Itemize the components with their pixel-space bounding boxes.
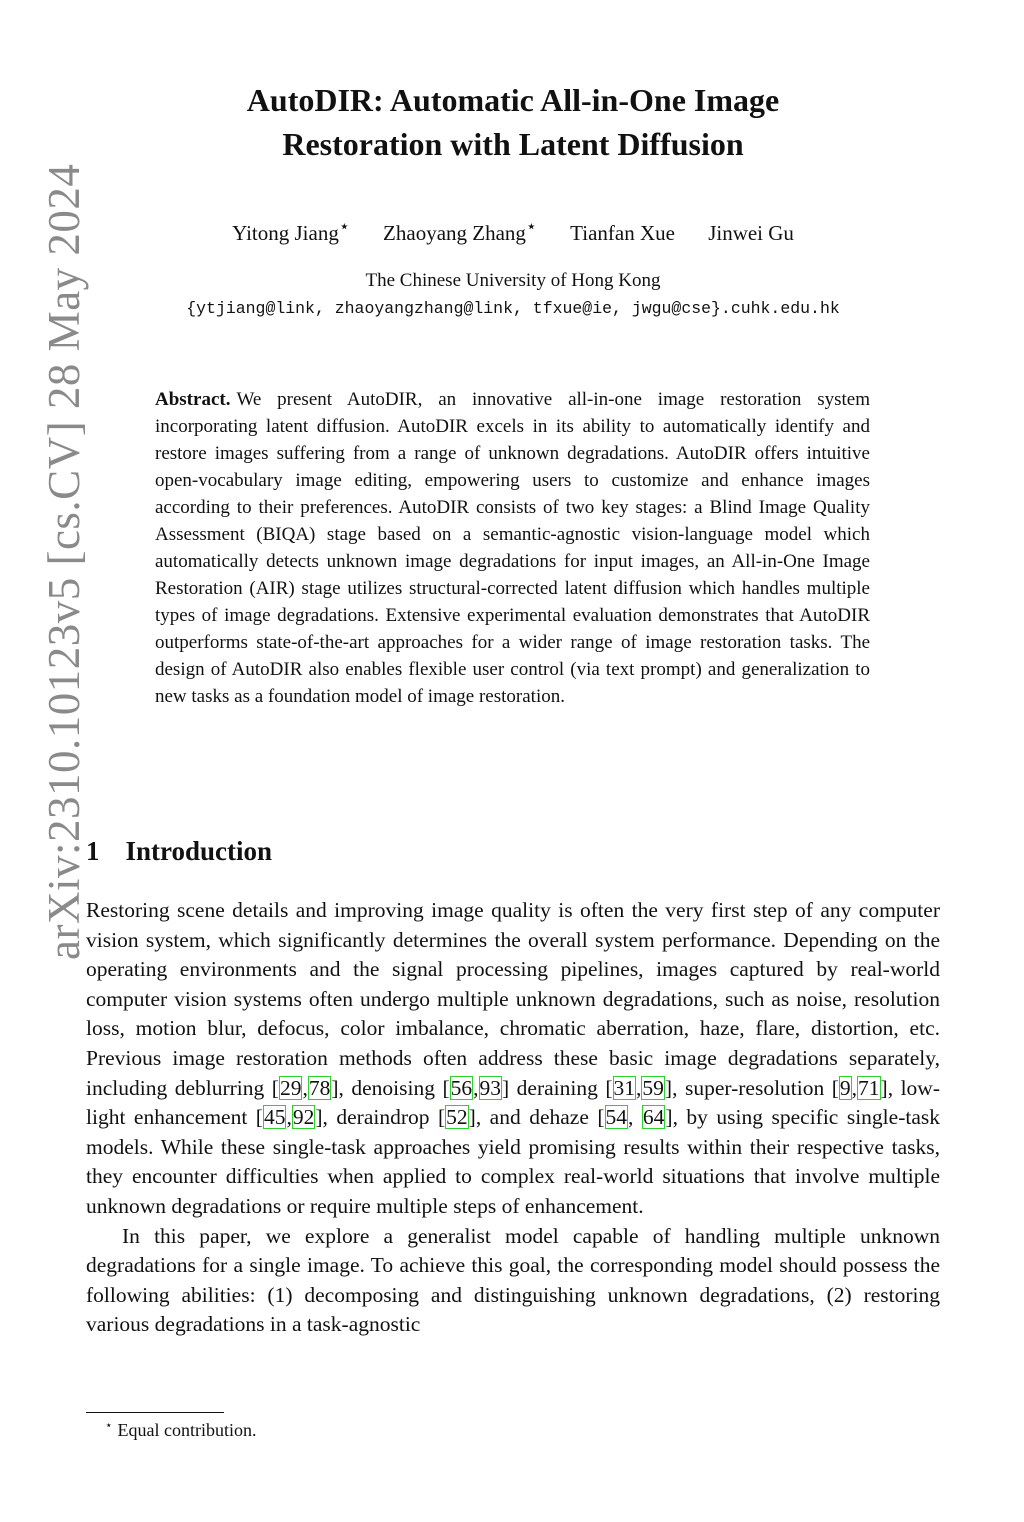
paper-title — [120, 78, 906, 166]
paragraph: In this paper, we explore a generalist model capable of handling multiple unknown degradations for a single image. To achieve this goal, the corresponding model should possess the following abilities: (1) decomposing and distinguishing unknown degradations, (2) restoring various degradations in a task-agnostic — [86, 1223, 940, 1337]
author-list — [120, 216, 906, 246]
abstract-label: Abstract. — [155, 389, 231, 410]
citation-link[interactable]: 64 — [642, 1105, 665, 1130]
title-line-2: Restoration with Latent Diffusion — [282, 126, 744, 162]
introduction-body — [86, 896, 940, 1340]
footnote — [105, 1418, 257, 1441]
abstract-text: We present AutoDIR, an innovative all-in-one image restoration system incorporating latent diffusion. AutoDIR excels in its ability to automatically identify and restore images suffering from a range of unknown degradations. AutoDIR offers intuitive open-vocabulary image editing, empowering users to customize and enhance images according to their preferences. AutoDIR consists of two key stages: a Blind Image Quality Assessment (BIQA) stage based on a semantic-agnostic vision-language model which automatically detects unknown image degradations for input images, an All-in-One Image Restoration (AIR) stage utilizes structural-corrected latent diffusion which handles multiple types of image degradations. Extensive experimental evaluation demonstrates that AutoDIR outperforms state-of-the-art approaches for a wider range of image restoration tasks. The design of AutoDIR also enables flexible user control (via text prompt) and generalization to new tasks as a foundation model of image restoration. — [155, 389, 870, 707]
citation-link[interactable]: 71 — [858, 1075, 880, 1100]
citation-link[interactable]: 92 — [292, 1105, 315, 1130]
citation-link[interactable]: 29 — [279, 1075, 302, 1100]
citation-link[interactable]: 54 — [605, 1105, 628, 1130]
citation-link[interactable]: 59 — [642, 1075, 664, 1100]
arxiv-identifier: arXiv:2310.10123v5 [cs.CV] 28 May 2024 — [39, 163, 89, 960]
paragraph: Restoring scene details and improving image quality is often the very first step of any computer vision system, which significantly determines the overall system performance. Depending on the operating environments and the signal processing pipelines, images captured by real-world computer vision systems often undergo multiple unknown degradations, such as noise, resolution loss, motion blur, defocus, color imbalance, chromatic aberration, haze, flare, distortion, etc. Previous image restoration methods often address these basic image degradations separately, including deblurring [29,78], denoising [56,93] deraining [31,59], super-resolution [9,71], low-light enhancement [45,92], deraindrop [52], and dehaze [54, 64], by using specific single-task models. While these single-task approaches yield promising results within their respective tasks, they encounter difficulties when applied to complex real-world situations that involve multiple unknown degradations or require multiple steps of enhancement. — [86, 898, 940, 1218]
footnote-divider — [86, 1412, 224, 1413]
citation-link[interactable]: 45 — [263, 1105, 286, 1130]
citation-link[interactable]: 93 — [479, 1075, 502, 1100]
author: Zhaoyang Zhang⋆ — [383, 216, 537, 245]
abstract — [155, 386, 870, 710]
citation-link[interactable]: 52 — [446, 1105, 468, 1130]
title-line-1: AutoDIR: Automatic All-in-One Image — [246, 82, 780, 118]
author: Jinwei Gu — [708, 221, 794, 245]
footnote-text: Equal contribution. — [117, 1420, 257, 1440]
citation-link[interactable]: 78 — [308, 1075, 331, 1100]
citation-link[interactable]: 56 — [450, 1075, 473, 1100]
author: Yitong Jiang⋆ — [232, 216, 350, 245]
footnote-mark: ⋆ — [105, 1418, 113, 1432]
affiliation: The Chinese University of Hong Kong — [365, 270, 661, 291]
citation-link[interactable]: 9 — [839, 1075, 851, 1100]
section-number: 1 — [86, 836, 100, 866]
section-title: Introduction — [125, 836, 273, 866]
author: Tianfan Xue — [570, 221, 675, 245]
author-emails: {ytjiang@link, zhaoyangzhang@link, tfxue@ie, jwgu@cse}.cuhk.edu.hk — [186, 299, 840, 318]
section-heading — [86, 836, 272, 867]
citation-link[interactable]: 31 — [613, 1075, 636, 1100]
